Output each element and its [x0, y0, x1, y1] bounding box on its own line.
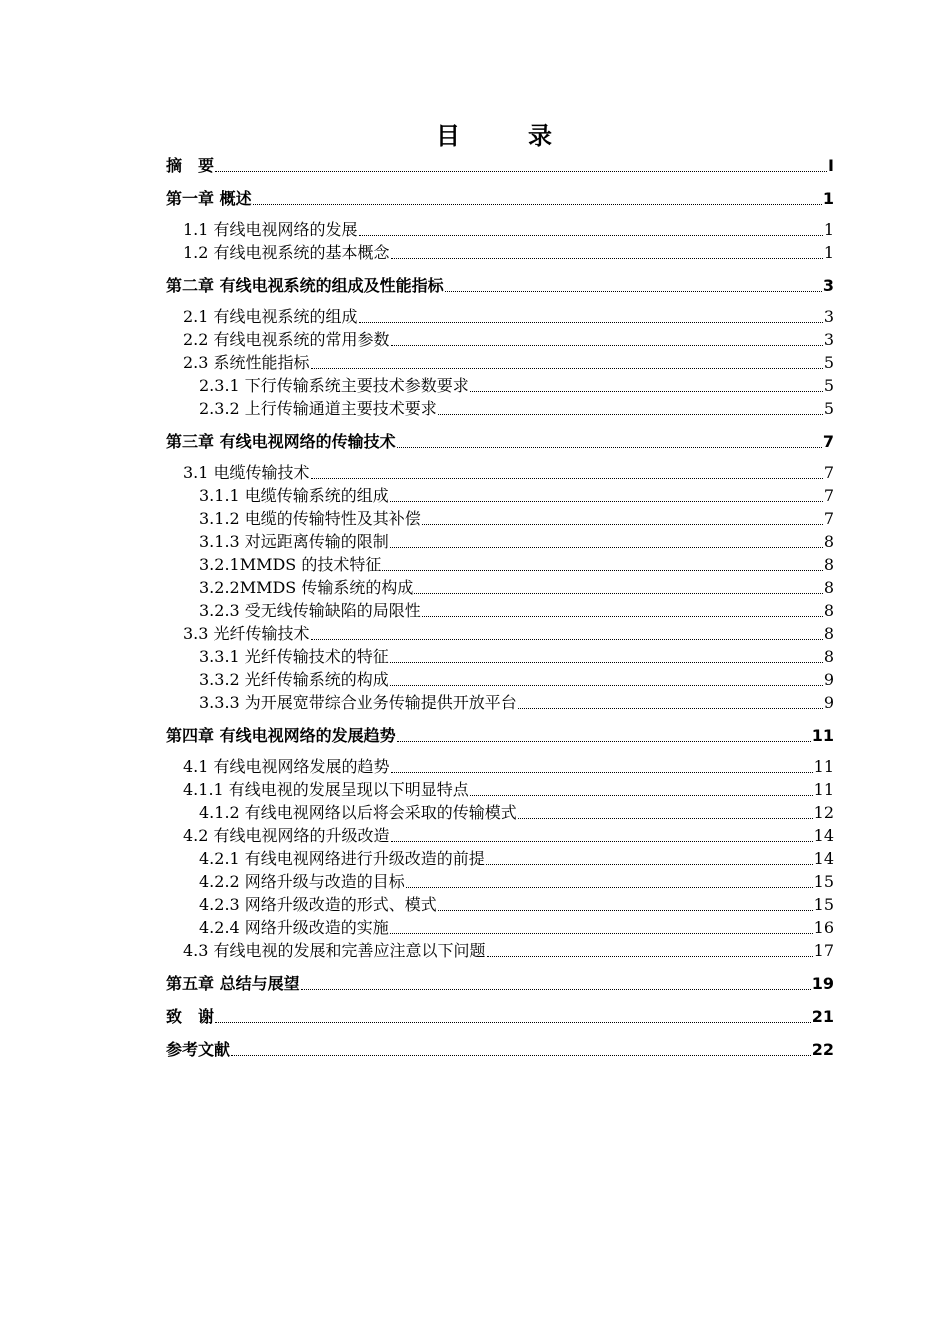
toc-entry[interactable] — [166, 430, 834, 453]
toc-entry-page-number: 8 — [823, 532, 834, 551]
toc-entry-page-number: 8 — [823, 555, 834, 574]
toc-dot-leader — [414, 576, 822, 594]
toc-entry[interactable] — [166, 461, 834, 484]
toc-entry-page-number: 11 — [813, 780, 834, 799]
toc-entry[interactable] — [166, 576, 834, 599]
toc-dot-leader — [518, 801, 813, 819]
toc-dot-leader — [359, 218, 823, 236]
toc-dot-leader — [406, 870, 813, 888]
toc-entry-page-number: 15 — [813, 872, 834, 891]
toc-dot-leader — [390, 645, 823, 663]
toc-dot-leader — [390, 668, 823, 686]
toc-entry[interactable] — [166, 847, 834, 870]
toc-entry-page-number: 3 — [823, 330, 834, 349]
toc-entry[interactable] — [166, 778, 834, 801]
toc-dot-leader — [438, 397, 823, 415]
toc-dot-leader — [359, 305, 823, 323]
toc-entry-title: 致 谢 — [166, 1007, 215, 1026]
toc-dot-leader — [422, 599, 823, 617]
toc-entry-page-number: 8 — [823, 601, 834, 620]
toc-entry-page-number: 12 — [813, 803, 834, 822]
toc-entry-page-number: 8 — [823, 624, 834, 643]
toc-dot-leader — [390, 530, 823, 548]
toc-entry-page-number: 5 — [823, 399, 834, 418]
toc-entry[interactable] — [166, 755, 834, 778]
toc-entry-page-number: 14 — [813, 826, 834, 845]
toc-entry-page-number: 3 — [823, 307, 834, 326]
toc-dot-leader — [487, 939, 813, 957]
toc-dot-leader — [470, 374, 823, 392]
toc-dot-leader — [470, 778, 813, 796]
toc-entry-title: 3.3.3 为开展宽带综合业务传输提供开放平台 — [199, 693, 517, 712]
toc-entry-page-number: 8 — [823, 647, 834, 666]
toc-entry-page-number: 5 — [823, 376, 834, 395]
toc-dot-leader — [311, 622, 823, 640]
toc-entry[interactable] — [166, 1038, 834, 1061]
toc-entry-title: 4.2.4 网络升级改造的实施 — [199, 918, 389, 937]
toc-entry-title: 4.2.1 有线电视网络进行升级改造的前提 — [199, 849, 485, 868]
toc-entry-title: 摘 要 — [166, 156, 215, 175]
toc-entry-title: 参考文献 — [166, 1040, 231, 1059]
toc-entry[interactable] — [166, 241, 834, 264]
toc-dot-leader — [390, 484, 823, 502]
toc-entry[interactable] — [166, 218, 834, 241]
table-of-contents — [166, 154, 834, 1061]
toc-entry[interactable] — [166, 530, 834, 553]
toc-entry-title: 3.1.3 对远距离传输的限制 — [199, 532, 389, 551]
toc-entry-title: 第三章 有线电视网络的传输技术 — [166, 432, 396, 451]
toc-entry[interactable] — [166, 870, 834, 893]
toc-entry-page-number: 11 — [813, 757, 834, 776]
toc-dot-leader — [391, 824, 813, 842]
toc-entry-title: 4.1.2 有线电视网络以后将会采取的传输模式 — [199, 803, 517, 822]
toc-entry[interactable] — [166, 484, 834, 507]
toc-entry[interactable] — [166, 187, 834, 210]
toc-entry-page-number: 9 — [823, 670, 834, 689]
toc-dot-leader — [391, 328, 823, 346]
toc-entry[interactable] — [166, 916, 834, 939]
toc-entry-page-number: 19 — [811, 974, 834, 993]
toc-entry-title: 1.1 有线电视网络的发展 — [183, 220, 358, 239]
toc-entry-page-number: 14 — [813, 849, 834, 868]
toc-entry-title: 4.3 有线电视的发展和完善应注意以下问题 — [183, 941, 486, 960]
toc-entry-title: 第四章 有线电视网络的发展趋势 — [166, 726, 396, 745]
toc-dot-leader — [215, 1005, 811, 1023]
toc-entry[interactable] — [166, 305, 834, 328]
toc-entry-title: 2.1 有线电视系统的组成 — [183, 307, 358, 326]
toc-entry-page-number: 15 — [813, 895, 834, 914]
toc-entry-title: 第二章 有线电视系统的组成及性能指标 — [166, 276, 444, 295]
toc-title: 目 录 — [436, 122, 574, 150]
toc-dot-leader — [301, 972, 811, 990]
toc-entry-title: 1.2 有线电视系统的基本概念 — [183, 243, 390, 262]
toc-entry[interactable] — [166, 553, 834, 576]
toc-entry-page-number: 9 — [823, 693, 834, 712]
toc-entry[interactable] — [166, 691, 834, 714]
toc-entry[interactable] — [166, 724, 834, 747]
toc-dot-leader — [438, 893, 813, 911]
toc-entry-page-number: 17 — [813, 941, 834, 960]
toc-dot-leader — [391, 241, 823, 259]
toc-dot-leader — [397, 430, 822, 448]
toc-entry-title: 4.2.2 网络升级与改造的目标 — [199, 872, 405, 891]
toc-dot-leader — [422, 507, 823, 525]
toc-dot-leader — [391, 755, 813, 773]
toc-entry-title: 第一章 概述 — [166, 189, 252, 208]
toc-entry[interactable] — [166, 824, 834, 847]
toc-entry-page-number: 7 — [822, 432, 834, 451]
toc-entry-page-number: 7 — [823, 463, 834, 482]
toc-entry[interactable] — [166, 374, 834, 397]
toc-entry[interactable] — [166, 274, 834, 297]
toc-entry-title: 3.3.2 光纤传输系统的构成 — [199, 670, 389, 689]
toc-entry-page-number: 16 — [813, 918, 834, 937]
toc-entry-title: 2.3.2 上行传输通道主要技术要求 — [199, 399, 437, 418]
toc-entry[interactable] — [166, 328, 834, 351]
toc-entry-page-number: 7 — [823, 486, 834, 505]
toc-dot-leader — [486, 847, 813, 865]
toc-entry-title: 3.2.1MMDS 的技术特征 — [199, 555, 382, 574]
toc-entry-title: 4.2 有线电视网络的升级改造 — [183, 826, 390, 845]
toc-entry[interactable] — [166, 972, 834, 995]
toc-entry[interactable] — [166, 397, 834, 420]
toc-entry-page-number: 11 — [811, 726, 834, 745]
toc-entry-title: 3.1.1 电缆传输系统的组成 — [199, 486, 389, 505]
toc-dot-leader — [382, 553, 822, 571]
toc-dot-leader — [311, 351, 823, 369]
toc-dot-leader — [231, 1038, 811, 1056]
toc-dot-leader — [390, 916, 813, 934]
toc-entry[interactable] — [166, 1005, 834, 1028]
toc-entry-title: 3.1.2 电缆的传输特性及其补偿 — [199, 509, 421, 528]
toc-entry-title: 4.1 有线电视网络发展的趋势 — [183, 757, 390, 776]
toc-entry-title: 2.2 有线电视系统的常用参数 — [183, 330, 390, 349]
toc-entry[interactable] — [166, 893, 834, 916]
toc-entry-page-number: 1 — [823, 243, 834, 262]
toc-dot-leader — [518, 691, 823, 709]
toc-entry-title: 4.1.1 有线电视的发展呈现以下明显特点 — [183, 780, 469, 799]
toc-entry-page-number: 8 — [823, 578, 834, 597]
toc-entry[interactable] — [166, 939, 834, 962]
toc-entry[interactable] — [166, 801, 834, 824]
toc-entry-page-number: 3 — [822, 276, 834, 295]
toc-entry-page-number: 22 — [811, 1040, 834, 1059]
toc-entry[interactable] — [166, 599, 834, 622]
toc-dot-leader — [215, 154, 827, 172]
toc-dot-leader — [445, 274, 822, 292]
toc-dot-leader — [311, 461, 823, 479]
toc-entry-page-number: 5 — [823, 353, 834, 372]
toc-entry-title: 3.2.2MMDS 传输系统的构成 — [199, 578, 414, 597]
toc-entry[interactable] — [166, 645, 834, 668]
toc-entry-page-number: 1 — [822, 189, 834, 208]
toc-entry-page-number: 21 — [811, 1007, 834, 1026]
toc-dot-leader — [253, 187, 822, 205]
toc-entry[interactable] — [166, 507, 834, 530]
toc-entry-title: 3.2.3 受无线传输缺陷的局限性 — [199, 601, 421, 620]
toc-entry-title: 3.3 光纤传输技术 — [183, 624, 310, 643]
toc-entry[interactable] — [166, 351, 834, 374]
toc-entry[interactable] — [166, 668, 834, 691]
toc-entry-page-number: 7 — [823, 509, 834, 528]
toc-entry-title: 3.1 电缆传输技术 — [183, 463, 310, 482]
toc-entry-title: 4.2.3 网络升级改造的形式、模式 — [199, 895, 437, 914]
toc-entry[interactable] — [166, 622, 834, 645]
toc-entry-page-number: 1 — [823, 220, 834, 239]
toc-entry-title: 2.3.1 下行传输系统主要技术参数要求 — [199, 376, 469, 395]
toc-entry-page-number: I — [828, 156, 834, 175]
toc-entry-title: 3.3.1 光纤传输技术的特征 — [199, 647, 389, 666]
toc-entry[interactable] — [166, 154, 834, 177]
toc-dot-leader — [397, 724, 811, 742]
toc-entry-title: 2.3 系统性能指标 — [183, 353, 310, 372]
toc-entry-title: 第五章 总结与展望 — [166, 974, 300, 993]
